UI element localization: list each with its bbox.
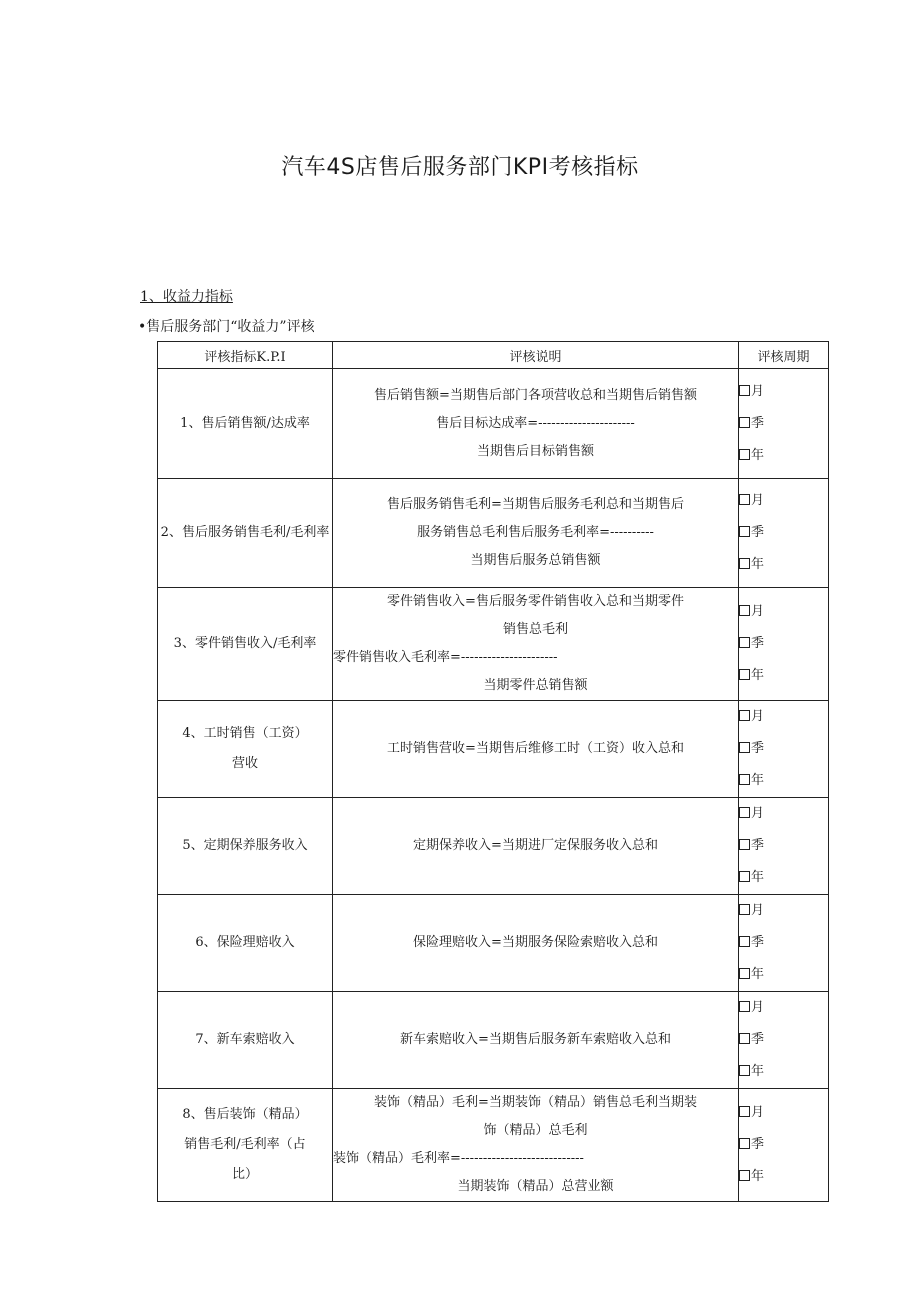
description-line: 零件销售收入毛利率=----------------------: [333, 650, 558, 665]
checkbox-icon: [739, 871, 750, 882]
header-description: 评核说明: [333, 342, 739, 369]
description-line: 当期装饰（精品）总营业额: [457, 1179, 614, 1194]
checkbox-icon: [739, 637, 750, 648]
checkbox-icon: [739, 1001, 750, 1012]
table-row: [158, 588, 829, 701]
kpi-name: 5、定期保养服务收入: [158, 798, 333, 895]
table-row: [158, 369, 829, 479]
description-line: 售后服务销售毛利=当期售后服务毛利总和当期售后: [387, 497, 684, 512]
kpi-name: 8、售后装饰（精品）销售毛利/毛利率（占比）: [158, 1089, 333, 1202]
checkbox-icon: [739, 839, 750, 850]
period-month-option[interactable]: 月: [739, 485, 828, 517]
checkbox-icon: [739, 449, 750, 460]
document-title: 汽车4S店售后服务部门KPI考核指标: [281, 155, 639, 180]
checkbox-icon: [739, 904, 750, 915]
period-options: [739, 479, 829, 588]
kpi-table: [157, 341, 829, 1202]
period-month-option[interactable]: 月: [739, 376, 828, 408]
kpi-description: [333, 992, 739, 1089]
period-month-option[interactable]: 月: [739, 1097, 828, 1129]
period-month-option[interactable]: 月: [739, 895, 828, 927]
period-quarter-option[interactable]: 季: [739, 733, 828, 765]
description-line: 定期保养收入=当期进厂定保服务收入总和: [413, 838, 658, 853]
header-kpi: 评核指标K.P.I: [158, 342, 333, 369]
period-options: [739, 1089, 829, 1202]
description-line: 保险理赔收入=当期服务保险索赔收入总和: [413, 935, 658, 950]
period-quarter-option[interactable]: 季: [739, 927, 828, 959]
period-options: [739, 369, 829, 479]
kpi-description: [333, 701, 739, 798]
period-options: [739, 588, 829, 701]
table-row: [158, 701, 829, 798]
checkbox-icon: [739, 742, 750, 753]
kpi-name: 7、新车索赔收入: [158, 992, 333, 1089]
checkbox-icon: [739, 558, 750, 569]
checkbox-icon: [739, 774, 750, 785]
kpi-description: [333, 1089, 739, 1202]
table-row: [158, 798, 829, 895]
checkbox-icon: [739, 494, 750, 505]
kpi-description: [333, 369, 739, 479]
checkbox-icon: [739, 1106, 750, 1117]
description-line: 装饰（精品）毛利率=----------------------------: [333, 1151, 584, 1166]
period-year-option[interactable]: 年: [739, 862, 828, 894]
kpi-name: 6、保险理赔收入: [158, 895, 333, 992]
checkbox-icon: [739, 605, 750, 616]
description-line: 服务销售总毛利售后服务毛利率=----------: [417, 525, 654, 540]
checkbox-icon: [739, 1033, 750, 1044]
period-quarter-option[interactable]: 季: [739, 830, 828, 862]
kpi-description: [333, 895, 739, 992]
description-line: 当期售后服务总销售额: [470, 553, 601, 568]
kpi-description: [333, 479, 739, 588]
period-month-option[interactable]: 月: [739, 596, 828, 628]
period-month-option[interactable]: 月: [739, 701, 828, 733]
table-header-row: [158, 342, 829, 369]
table-row: [158, 895, 829, 992]
period-month-option[interactable]: 月: [739, 992, 828, 1024]
table-row: [158, 479, 829, 588]
checkbox-icon: [739, 968, 750, 979]
period-quarter-option[interactable]: 季: [739, 408, 828, 440]
section-heading: 1、收益力指标: [140, 289, 233, 305]
kpi-name: 2、售后服务销售毛利/毛利率: [158, 479, 333, 588]
checkbox-icon: [739, 526, 750, 537]
checkbox-icon: [739, 1170, 750, 1181]
period-year-option[interactable]: 年: [739, 1056, 828, 1088]
checkbox-icon: [739, 936, 750, 947]
period-options: [739, 701, 829, 798]
period-options: [739, 992, 829, 1089]
period-month-option[interactable]: 月: [739, 798, 828, 830]
period-year-option[interactable]: 年: [739, 440, 828, 472]
checkbox-icon: [739, 669, 750, 680]
period-year-option[interactable]: 年: [739, 660, 828, 692]
kpi-description: [333, 588, 739, 701]
kpi-name: 3、零件销售收入/毛利率: [158, 588, 333, 701]
description-line: 装饰（精品）毛利=当期装饰（精品）销售总毛利当期装: [374, 1095, 697, 1110]
description-line: 当期售后目标销售额: [476, 443, 594, 459]
period-options: [739, 895, 829, 992]
description-line: 售后目标达成率=----------------------: [436, 415, 635, 431]
sub-heading: •售后服务部门“收益力”评核: [138, 319, 315, 335]
header-period: 评核周期: [739, 342, 829, 369]
kpi-name: 1、售后销售额/达成率: [158, 369, 333, 479]
kpi-description: [333, 798, 739, 895]
description-line: 饰（精品）总毛利: [483, 1123, 588, 1138]
period-quarter-option[interactable]: 季: [739, 1024, 828, 1056]
checkbox-icon: [739, 807, 750, 818]
period-year-option[interactable]: 年: [739, 765, 828, 797]
period-quarter-option[interactable]: 季: [739, 628, 828, 660]
checkbox-icon: [739, 385, 750, 396]
description-line: 新车索赔收入=当期售后服务新车索赔收入总和: [400, 1032, 671, 1047]
table-row: [158, 992, 829, 1089]
period-quarter-option[interactable]: 季: [739, 1129, 828, 1161]
checkbox-icon: [739, 710, 750, 721]
description-line: 售后销售额=当期售后部门各项营收总和当期售后销售额: [374, 387, 697, 403]
description-line: 销售总毛利: [502, 622, 568, 637]
checkbox-icon: [739, 1138, 750, 1149]
table-row: [158, 1089, 829, 1202]
checkbox-icon: [739, 417, 750, 428]
description-line: 零件销售收入=售后服务零件销售收入总和当期零件: [387, 594, 684, 609]
period-options: [739, 798, 829, 895]
period-year-option[interactable]: 年: [739, 1161, 828, 1193]
checkbox-icon: [739, 1065, 750, 1076]
period-year-option[interactable]: 年: [739, 549, 828, 581]
period-year-option[interactable]: 年: [739, 959, 828, 991]
description-line: 工时销售营收=当期售后维修工时（工资）收入总和: [387, 741, 684, 756]
period-quarter-option[interactable]: 季: [739, 517, 828, 549]
kpi-name: 4、工时销售（工资）营收: [158, 701, 333, 798]
description-line: 当期零件总销售额: [483, 678, 588, 693]
